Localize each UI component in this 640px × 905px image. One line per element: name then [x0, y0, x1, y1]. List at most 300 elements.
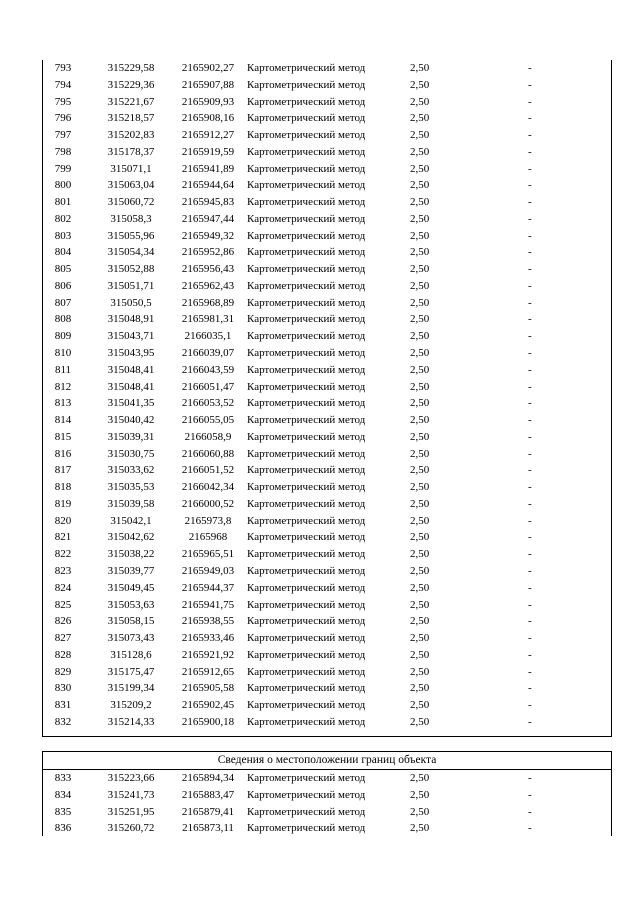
- accuracy-cell: 2,50: [410, 397, 430, 410]
- coordinate-x: 315042,62: [107, 531, 155, 544]
- table-row: [43, 295, 611, 312]
- coordinate-x: 315043,71: [107, 330, 155, 343]
- point-number: 804: [54, 246, 72, 259]
- coordinate-y: 2165952,86: [181, 246, 235, 259]
- description-cell: -: [528, 682, 532, 695]
- method-cell: Картометрический метод: [247, 514, 366, 527]
- accuracy-cell: 2,50: [410, 363, 430, 376]
- coordinate-y: 2165941,75: [181, 598, 235, 611]
- table-row: [43, 513, 611, 530]
- table-row: [43, 647, 611, 664]
- accuracy-cell: 2,50: [410, 380, 430, 393]
- table-row: [43, 244, 611, 261]
- point-number: 793: [54, 62, 72, 74]
- coordinate-x: 315214,33: [107, 715, 155, 728]
- accuracy-cell: 2,50: [410, 447, 430, 460]
- coordinate-x: 315063,04: [107, 179, 155, 192]
- table-row: [43, 613, 611, 630]
- accuracy-cell: 2,50: [410, 263, 430, 276]
- coordinate-x: 315073,43: [107, 632, 155, 645]
- table-row: [43, 211, 611, 228]
- description-cell: -: [528, 347, 532, 360]
- description-cell: -: [528, 95, 532, 108]
- point-number: 807: [54, 296, 72, 309]
- method-cell: Картометрический метод: [247, 62, 366, 74]
- coordinate-y: 2166043,59: [181, 363, 235, 376]
- table-row: [43, 770, 611, 787]
- accuracy-cell: 2,50: [410, 497, 430, 510]
- point-number: 801: [54, 196, 72, 209]
- coordinate-y: 2165879,41: [181, 805, 235, 818]
- coordinate-x: 315035,53: [107, 481, 155, 494]
- table-body: [43, 60, 611, 731]
- point-number: 808: [54, 313, 72, 326]
- table-row: [43, 820, 611, 837]
- point-number: 818: [54, 481, 72, 494]
- coordinate-x: 315202,83: [107, 129, 155, 142]
- point-number: 802: [54, 212, 72, 225]
- coordinate-y: 2165962,43: [181, 279, 235, 292]
- table-row: [43, 77, 611, 94]
- coordinate-y: 2165941,89: [181, 162, 235, 175]
- method-cell: Картометрический метод: [247, 497, 366, 510]
- coordinate-x: 315209,2: [110, 699, 152, 712]
- method-cell: Картометрический метод: [247, 229, 366, 242]
- table-row: [43, 127, 611, 144]
- coordinate-x: 315128,6: [110, 648, 152, 661]
- coordinate-x: 315039,31: [107, 430, 155, 443]
- accuracy-cell: 2,50: [410, 347, 430, 360]
- coordinate-y: 2165973,8: [184, 514, 232, 527]
- description-cell: -: [528, 497, 532, 510]
- description-cell: -: [528, 380, 532, 393]
- method-cell: Картометрический метод: [247, 296, 366, 309]
- point-number: 810: [54, 347, 72, 360]
- accuracy-cell: 2,50: [410, 212, 430, 225]
- table-row: [43, 563, 611, 580]
- description-cell: -: [528, 363, 532, 376]
- coordinate-y: 2165900,18: [181, 715, 235, 728]
- coordinate-y: 2165965,51: [181, 548, 235, 561]
- table-row: [43, 462, 611, 479]
- table-row: [43, 177, 611, 194]
- table-row: [43, 161, 611, 178]
- point-number: 799: [54, 162, 72, 175]
- table-row: [43, 664, 611, 681]
- method-cell: Картометрический метод: [247, 112, 366, 125]
- method-cell: Картометрический метод: [247, 212, 366, 225]
- table-row: [43, 60, 611, 77]
- point-number: 798: [54, 145, 72, 158]
- method-cell: Картометрический метод: [247, 531, 366, 544]
- method-cell: Картометрический метод: [247, 682, 366, 695]
- table-row: [43, 479, 611, 496]
- coordinate-y: 2166042,34: [181, 481, 235, 494]
- description-cell: -: [528, 414, 532, 427]
- description-cell: -: [528, 481, 532, 494]
- coordinate-y: 2165908,16: [181, 112, 235, 125]
- method-cell: Картометрический метод: [247, 363, 366, 376]
- coordinate-x: 315043,95: [107, 347, 155, 360]
- method-cell: Картометрический метод: [247, 564, 366, 577]
- coordinate-y: 2165981,31: [181, 313, 235, 326]
- point-number: 812: [54, 380, 72, 393]
- coordinate-y: 2166055,05: [181, 414, 235, 427]
- point-number: 820: [54, 514, 72, 527]
- table-row: [43, 194, 611, 211]
- description-cell: -: [528, 430, 532, 443]
- coordinate-y: 2165919,59: [181, 145, 235, 158]
- coordinate-x: 315223,66: [107, 772, 155, 784]
- method-cell: Картометрический метод: [247, 414, 366, 427]
- description-cell: -: [528, 514, 532, 527]
- accuracy-cell: 2,50: [410, 632, 430, 645]
- method-cell: Картометрический метод: [247, 772, 366, 784]
- point-number: 827: [54, 632, 72, 645]
- table-row: [43, 496, 611, 513]
- coordinate-y: 2165873,11: [182, 822, 234, 835]
- description-cell: -: [528, 246, 532, 259]
- coordinate-y: 2166060,88: [181, 447, 235, 460]
- description-cell: -: [528, 162, 532, 175]
- coordinate-x: 315040,42: [107, 414, 155, 427]
- point-number: 805: [54, 263, 72, 276]
- table-row: [43, 328, 611, 345]
- coordinate-y: 2165945,83: [181, 196, 235, 209]
- coordinate-y: 2165949,32: [181, 229, 235, 242]
- description-cell: -: [528, 112, 532, 125]
- coordinate-x: 315048,41: [107, 380, 155, 393]
- accuracy-cell: 2,50: [410, 162, 430, 175]
- method-cell: Картометрический метод: [247, 648, 366, 661]
- coordinate-y: 2165938,55: [181, 615, 235, 628]
- description-cell: -: [528, 145, 532, 158]
- point-number: 814: [54, 414, 72, 427]
- coordinates-table-bottom: [42, 751, 612, 836]
- description-cell: -: [528, 229, 532, 242]
- coordinate-y: 2165894,34: [181, 772, 235, 784]
- method-cell: Картометрический метод: [247, 464, 366, 477]
- accuracy-cell: 2,50: [410, 145, 430, 158]
- method-cell: Картометрический метод: [247, 162, 366, 175]
- point-number: 828: [54, 648, 72, 661]
- accuracy-cell: 2,50: [410, 481, 430, 494]
- method-cell: Картометрический метод: [247, 665, 366, 678]
- table-row: [43, 697, 611, 714]
- coordinate-x: 315039,58: [107, 497, 155, 510]
- point-number: 823: [54, 564, 72, 577]
- accuracy-cell: 2,50: [410, 179, 430, 192]
- description-cell: -: [528, 196, 532, 209]
- point-number: 813: [54, 397, 72, 410]
- description-cell: -: [528, 581, 532, 594]
- table-row: [43, 546, 611, 563]
- point-number: 836: [54, 822, 72, 835]
- description-cell: -: [528, 564, 532, 577]
- accuracy-cell: 2,50: [410, 715, 430, 728]
- coordinate-x: 315048,41: [107, 363, 155, 376]
- table-row: [43, 345, 611, 362]
- accuracy-cell: 2,50: [410, 682, 430, 695]
- method-cell: Картометрический метод: [247, 430, 366, 443]
- point-number: 821: [54, 531, 72, 544]
- coordinate-x: 315050,5: [110, 296, 152, 309]
- coordinate-x: 315178,37: [107, 145, 155, 158]
- coordinate-y: 2165905,58: [181, 682, 235, 695]
- method-cell: Картометрический метод: [247, 380, 366, 393]
- point-number: 815: [54, 430, 72, 443]
- table-row: [43, 597, 611, 614]
- coordinate-y: 2166039,07: [181, 347, 235, 360]
- accuracy-cell: 2,50: [410, 196, 430, 209]
- method-cell: Картометрический метод: [247, 548, 366, 561]
- accuracy-cell: 2,50: [410, 699, 430, 712]
- table-body: [43, 770, 611, 837]
- coordinate-y: 2166053,52: [181, 397, 235, 410]
- accuracy-cell: 2,50: [410, 129, 430, 142]
- description-cell: -: [528, 279, 532, 292]
- description-cell: -: [528, 805, 532, 818]
- accuracy-cell: 2,50: [410, 822, 430, 835]
- point-number: 825: [54, 598, 72, 611]
- accuracy-cell: 2,50: [410, 665, 430, 678]
- point-number: 835: [54, 805, 72, 818]
- coordinate-x: 315042,1: [110, 514, 152, 527]
- coordinate-y: 2166058,9: [184, 430, 232, 443]
- method-cell: Картометрический метод: [247, 788, 366, 801]
- coordinate-y: 2165909,93: [181, 95, 235, 108]
- accuracy-cell: 2,50: [410, 598, 430, 611]
- description-cell: -: [528, 715, 532, 728]
- accuracy-cell: 2,50: [410, 430, 430, 443]
- coordinate-y: 2166035,1: [184, 330, 232, 343]
- method-cell: Картометрический метод: [247, 129, 366, 142]
- accuracy-cell: 2,50: [410, 531, 430, 544]
- description-cell: -: [528, 62, 532, 74]
- method-cell: Картометрический метод: [247, 246, 366, 259]
- method-cell: Картометрический метод: [247, 179, 366, 192]
- coordinate-x: 315049,45: [107, 581, 155, 594]
- point-number: 830: [54, 682, 72, 695]
- point-number: 797: [54, 129, 72, 142]
- coordinate-x: 315051,71: [107, 279, 155, 292]
- point-number: 831: [54, 699, 72, 712]
- accuracy-cell: 2,50: [410, 279, 430, 292]
- coordinate-x: 315054,34: [107, 246, 155, 259]
- accuracy-cell: 2,50: [410, 229, 430, 242]
- table-row: [43, 787, 611, 804]
- coordinate-x: 315058,3: [110, 212, 152, 225]
- point-number: 832: [54, 715, 72, 728]
- point-number: 816: [54, 447, 72, 460]
- description-cell: -: [528, 632, 532, 645]
- table-row: [43, 144, 611, 161]
- table-row: [43, 94, 611, 111]
- coordinate-y: 2166000,52: [181, 497, 235, 510]
- accuracy-cell: 2,50: [410, 95, 430, 108]
- coordinate-y: 2165907,88: [181, 78, 235, 91]
- point-number: 803: [54, 229, 72, 242]
- coordinate-x: 315221,67: [107, 95, 155, 108]
- description-cell: -: [528, 699, 532, 712]
- accuracy-cell: 2,50: [410, 648, 430, 661]
- method-cell: Картометрический метод: [247, 330, 366, 343]
- description-cell: -: [528, 772, 532, 784]
- coordinate-x: 315041,35: [107, 397, 155, 410]
- description-cell: -: [528, 788, 532, 801]
- method-cell: Картометрический метод: [247, 581, 366, 594]
- description-cell: -: [528, 397, 532, 410]
- accuracy-cell: 2,50: [410, 296, 430, 309]
- table-row: [43, 714, 611, 731]
- coordinate-x: 315071,1: [110, 162, 152, 175]
- table-row: [43, 680, 611, 697]
- table-row: [43, 261, 611, 278]
- method-cell: Картометрический метод: [247, 805, 366, 818]
- accuracy-cell: 2,50: [410, 330, 430, 343]
- table-row: [43, 228, 611, 245]
- coordinate-y: 2165949,03: [181, 564, 235, 577]
- method-cell: Картометрический метод: [247, 632, 366, 645]
- description-cell: -: [528, 78, 532, 91]
- coordinate-y: 2165912,65: [181, 665, 235, 678]
- description-cell: -: [528, 296, 532, 309]
- table-row: [43, 630, 611, 647]
- coordinates-table-top: [42, 60, 612, 737]
- description-cell: -: [528, 313, 532, 326]
- coordinate-y: 2165912,27: [181, 129, 235, 142]
- method-cell: Картометрический метод: [247, 95, 366, 108]
- accuracy-cell: 2,50: [410, 246, 430, 259]
- method-cell: Картометрический метод: [247, 822, 366, 835]
- coordinate-x: 315053,63: [107, 598, 155, 611]
- table-row: [43, 379, 611, 396]
- coordinate-x: 315218,57: [107, 112, 155, 125]
- description-cell: -: [528, 330, 532, 343]
- coordinate-x: 315033,62: [107, 464, 155, 477]
- method-cell: Картометрический метод: [247, 615, 366, 628]
- point-number: 811: [54, 363, 72, 376]
- description-cell: -: [528, 212, 532, 225]
- accuracy-cell: 2,50: [410, 464, 430, 477]
- coordinate-y: 2165902,45: [181, 699, 235, 712]
- description-cell: -: [528, 263, 532, 276]
- method-cell: Картометрический метод: [247, 263, 366, 276]
- point-number: 834: [54, 788, 72, 801]
- description-cell: -: [528, 179, 532, 192]
- method-cell: Картометрический метод: [247, 313, 366, 326]
- coordinate-x: 315060,72: [107, 196, 155, 209]
- description-cell: -: [528, 129, 532, 142]
- point-number: 829: [54, 665, 72, 678]
- table-row: [43, 446, 611, 463]
- accuracy-cell: 2,50: [410, 414, 430, 427]
- point-number: 817: [54, 464, 72, 477]
- coordinate-y: 2165968,89: [181, 296, 235, 309]
- table-row: [43, 395, 611, 412]
- coordinate-y: 2166051,52: [181, 464, 235, 477]
- point-number: 824: [54, 581, 72, 594]
- method-cell: Картометрический метод: [247, 196, 366, 209]
- coordinate-x: 315058,15: [107, 615, 155, 628]
- coordinate-x: 315048,91: [107, 313, 155, 326]
- description-cell: -: [528, 464, 532, 477]
- table-row: [43, 804, 611, 821]
- method-cell: Картометрический метод: [247, 279, 366, 292]
- section-title: Сведения о местоположении границ объекта: [43, 752, 611, 770]
- coordinate-x: 315030,75: [107, 447, 155, 460]
- point-number: 800: [54, 179, 72, 192]
- description-cell: -: [528, 531, 532, 544]
- table-row: [43, 412, 611, 429]
- method-cell: Картометрический метод: [247, 145, 366, 158]
- description-cell: -: [528, 548, 532, 561]
- accuracy-cell: 2,50: [410, 772, 430, 784]
- coordinate-x: 315052,88: [107, 263, 155, 276]
- accuracy-cell: 2,50: [410, 615, 430, 628]
- coordinate-x: 315175,47: [107, 665, 155, 678]
- coordinate-y: 2165944,37: [181, 581, 235, 594]
- table-row: [43, 311, 611, 328]
- coordinate-y: 2165921,92: [181, 648, 235, 661]
- description-cell: -: [528, 447, 532, 460]
- table-row: [43, 278, 611, 295]
- method-cell: Картометрический метод: [247, 699, 366, 712]
- coordinate-y: 2165902,27: [181, 62, 235, 74]
- coordinate-x: 315251,95: [107, 805, 155, 818]
- table-row: [43, 580, 611, 597]
- description-cell: -: [528, 615, 532, 628]
- accuracy-cell: 2,50: [410, 112, 430, 125]
- point-number: 796: [54, 112, 72, 125]
- coordinate-y: 2165968: [188, 531, 228, 544]
- coordinate-y: 2165883,47: [181, 788, 235, 801]
- accuracy-cell: 2,50: [410, 788, 430, 801]
- coordinate-y: 2165944,64: [181, 179, 235, 192]
- table-row: [43, 362, 611, 379]
- coordinate-x: 315039,77: [107, 564, 155, 577]
- table-row: [43, 110, 611, 127]
- point-number: 806: [54, 279, 72, 292]
- coordinate-x: 315055,96: [107, 229, 155, 242]
- accuracy-cell: 2,50: [410, 564, 430, 577]
- point-number: 809: [54, 330, 72, 343]
- accuracy-cell: 2,50: [410, 514, 430, 527]
- coordinate-y: 2166051,47: [181, 380, 235, 393]
- table-row: [43, 429, 611, 446]
- coordinate-y: 2165933,46: [181, 632, 235, 645]
- coordinate-x: 315241,73: [107, 788, 155, 801]
- description-cell: -: [528, 598, 532, 611]
- coordinate-x: 315199,34: [107, 682, 155, 695]
- method-cell: Картометрический метод: [247, 78, 366, 91]
- method-cell: Картометрический метод: [247, 347, 366, 360]
- method-cell: Картометрический метод: [247, 598, 366, 611]
- point-number: 822: [54, 548, 72, 561]
- coordinate-x: 315229,58: [107, 62, 155, 74]
- coordinate-y: 2165956,43: [181, 263, 235, 276]
- point-number: 819: [54, 497, 72, 510]
- accuracy-cell: 2,50: [410, 78, 430, 91]
- description-cell: -: [528, 665, 532, 678]
- coordinate-x: 315038,22: [107, 548, 155, 561]
- method-cell: Картометрический метод: [247, 481, 366, 494]
- description-cell: -: [528, 822, 532, 835]
- point-number: 795: [54, 95, 72, 108]
- method-cell: Картометрический метод: [247, 447, 366, 460]
- method-cell: Картометрический метод: [247, 715, 366, 728]
- table-row: [43, 529, 611, 546]
